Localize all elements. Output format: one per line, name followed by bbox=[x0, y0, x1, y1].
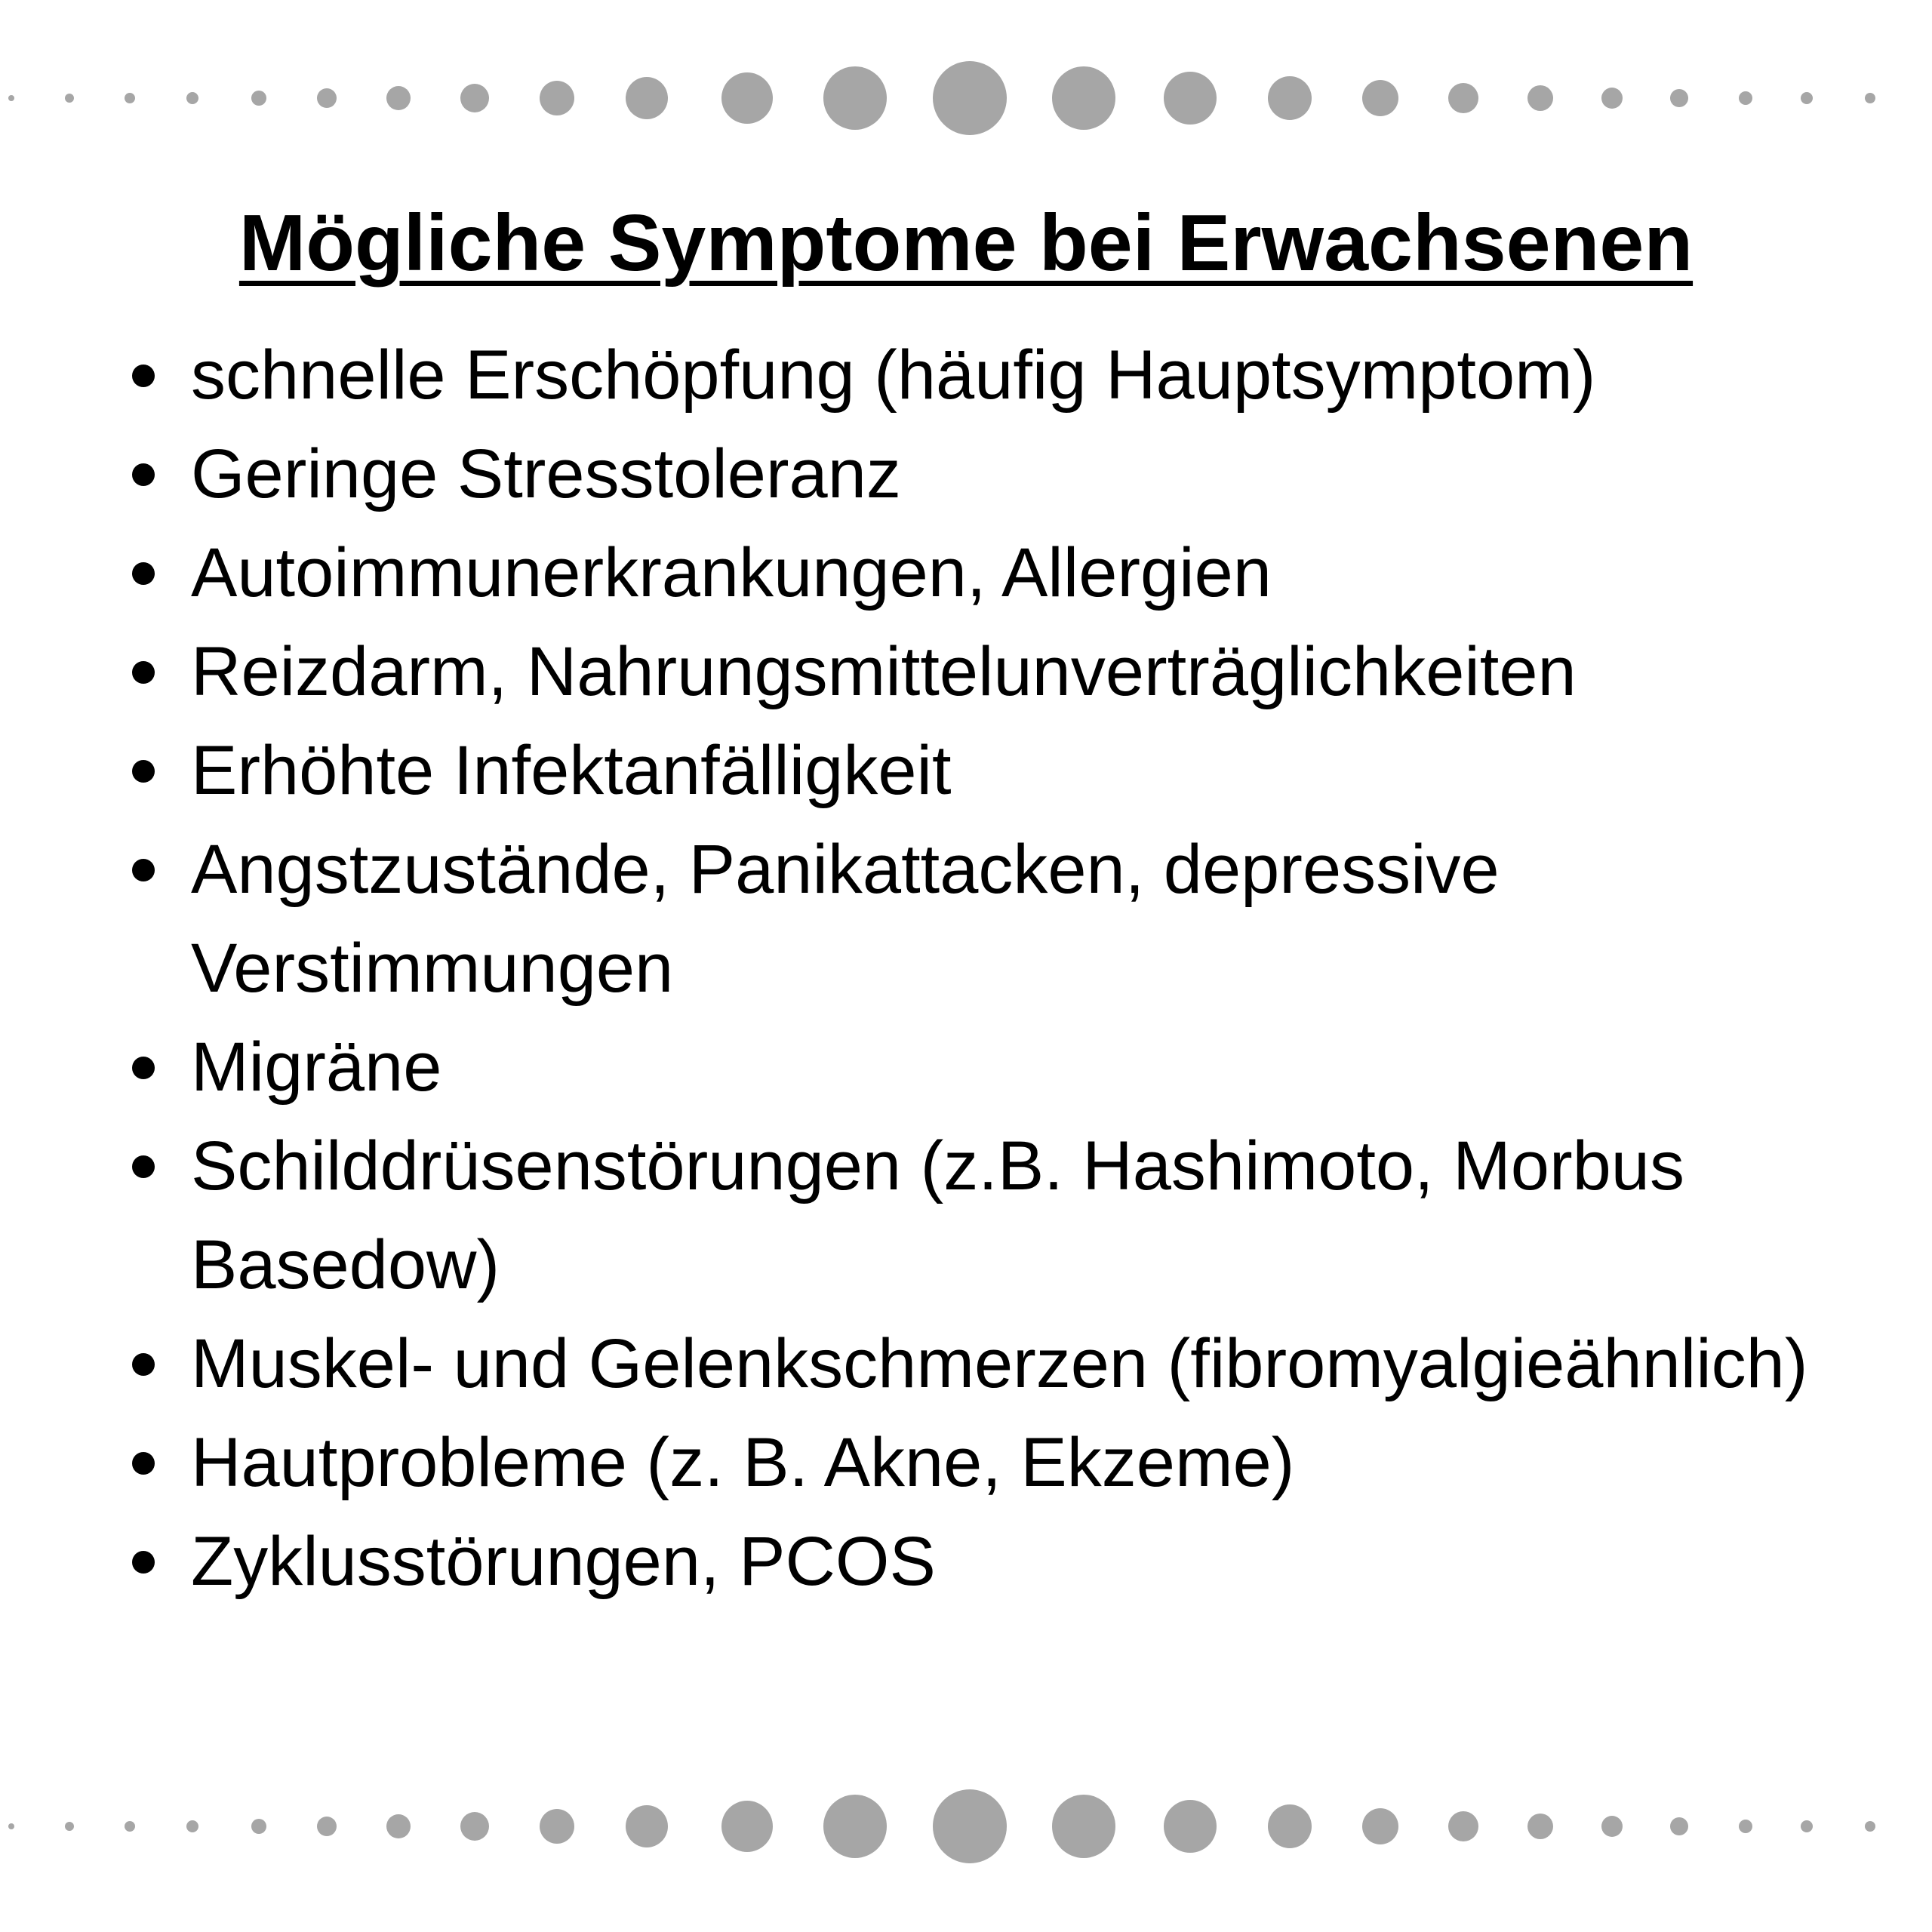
decorative-dot bbox=[186, 1820, 198, 1832]
symptom-text: Hautprobleme (z. B. Akne, Ekzeme) bbox=[191, 1424, 1295, 1501]
decorative-dot bbox=[8, 1823, 14, 1829]
decorative-dot bbox=[540, 81, 574, 115]
symptom-item bbox=[132, 721, 1868, 820]
decorative-dot bbox=[8, 95, 14, 101]
page-title: Mögliche Symptome bei Erwachsenen bbox=[238, 198, 1694, 288]
decorative-dot bbox=[1601, 88, 1623, 109]
bullet-icon bbox=[132, 1452, 155, 1475]
bullet-icon bbox=[132, 1155, 155, 1178]
decorative-dot bbox=[1362, 1808, 1398, 1844]
bullet-icon bbox=[132, 1353, 155, 1376]
bullet-icon bbox=[132, 562, 155, 585]
bullet-icon bbox=[132, 760, 155, 783]
decorative-dot bbox=[460, 1812, 489, 1841]
symptom-text: Muskel- und Gelenkschmerzen (fibromyalgieähnlich) bbox=[191, 1325, 1808, 1402]
top-dot-divider bbox=[0, 53, 1932, 143]
decorative-dot bbox=[823, 1795, 887, 1858]
symptom-item bbox=[132, 326, 1868, 425]
decorative-dot bbox=[721, 72, 773, 124]
decorative-dot bbox=[1164, 1800, 1217, 1853]
symptom-text: Reizdarm, Nahrungsmittelunverträglichkeiten bbox=[191, 633, 1577, 710]
bullet-icon bbox=[132, 859, 155, 881]
decorative-dot bbox=[251, 1819, 266, 1834]
decorative-dot bbox=[1448, 83, 1478, 113]
decorative-dot bbox=[1268, 76, 1312, 120]
decorative-dot bbox=[65, 1822, 74, 1831]
decorative-dot bbox=[626, 77, 668, 119]
bullet-icon bbox=[132, 463, 155, 486]
decorative-dot bbox=[1865, 93, 1875, 103]
bottom-dot-divider-graphic bbox=[0, 1781, 1932, 1872]
decorative-dot bbox=[933, 1789, 1007, 1863]
decorative-dot bbox=[1670, 1817, 1688, 1835]
decorative-dot bbox=[65, 94, 74, 103]
decorative-dot bbox=[1865, 1821, 1875, 1832]
decorative-dot bbox=[125, 1821, 135, 1832]
symptom-text: Migräne bbox=[191, 1029, 442, 1106]
symptom-item bbox=[132, 1315, 1868, 1414]
decorative-dot bbox=[1739, 1820, 1752, 1833]
symptom-list bbox=[132, 326, 1868, 1611]
decorative-dot bbox=[626, 1805, 668, 1847]
decorative-dot bbox=[1801, 92, 1813, 104]
symptom-text: Schilddrüsenstörungen (z.B. Hashimoto, Morbus Basedow) bbox=[191, 1128, 1684, 1303]
bullet-icon bbox=[132, 1551, 155, 1574]
bullet-icon bbox=[132, 661, 155, 684]
top-dot-divider-graphic bbox=[0, 53, 1932, 143]
symptom-item bbox=[132, 1414, 1868, 1512]
symptom-item bbox=[132, 425, 1868, 524]
decorative-dot bbox=[1527, 1814, 1553, 1839]
decorative-dot bbox=[1052, 1795, 1115, 1858]
decorative-dot bbox=[1268, 1804, 1312, 1848]
symptom-item bbox=[132, 524, 1868, 623]
symptom-text: Autoimmunerkrankungen, Allergien bbox=[191, 534, 1272, 611]
symptom-item bbox=[132, 1512, 1868, 1611]
bottom-dot-divider bbox=[0, 1781, 1932, 1872]
decorative-dot bbox=[251, 91, 266, 106]
decorative-dot bbox=[1052, 66, 1115, 130]
symptom-item bbox=[132, 623, 1868, 721]
decorative-dot bbox=[540, 1809, 574, 1844]
decorative-dot bbox=[721, 1801, 773, 1852]
decorative-dot bbox=[1739, 91, 1752, 105]
decorative-dot bbox=[386, 1814, 411, 1838]
decorative-dot bbox=[1527, 85, 1553, 111]
symptom-item bbox=[132, 1117, 1868, 1315]
symptom-text: Zyklusstörungen, PCOS bbox=[191, 1523, 936, 1600]
symptom-text: Angstzustände, Panikattacken, depressive Verstimmungen bbox=[191, 831, 1500, 1007]
bullet-icon bbox=[132, 365, 155, 387]
decorative-dot bbox=[933, 61, 1007, 135]
bullet-icon bbox=[132, 1057, 155, 1079]
decorative-dot bbox=[823, 66, 887, 130]
decorative-dot bbox=[1448, 1811, 1478, 1841]
decorative-dot bbox=[317, 88, 337, 108]
symptom-text: Erhöhte Infektanfälligkeit bbox=[191, 732, 952, 809]
decorative-dot bbox=[1670, 89, 1688, 107]
decorative-dot bbox=[186, 92, 198, 104]
decorative-dot bbox=[1164, 72, 1217, 125]
decorative-dot bbox=[460, 84, 489, 112]
decorative-dot bbox=[1801, 1820, 1813, 1832]
decorative-dot bbox=[317, 1817, 337, 1836]
decorative-dot bbox=[1362, 80, 1398, 116]
decorative-dot bbox=[125, 93, 135, 103]
decorative-dot bbox=[1601, 1816, 1623, 1837]
symptom-item bbox=[132, 820, 1868, 1018]
symptom-text: Geringe Stresstoleranz bbox=[191, 435, 901, 512]
symptom-text: schnelle Erschöpfung (häufig Hauptsymptom) bbox=[191, 337, 1596, 414]
symptom-item bbox=[132, 1018, 1868, 1117]
decorative-dot bbox=[386, 86, 411, 110]
